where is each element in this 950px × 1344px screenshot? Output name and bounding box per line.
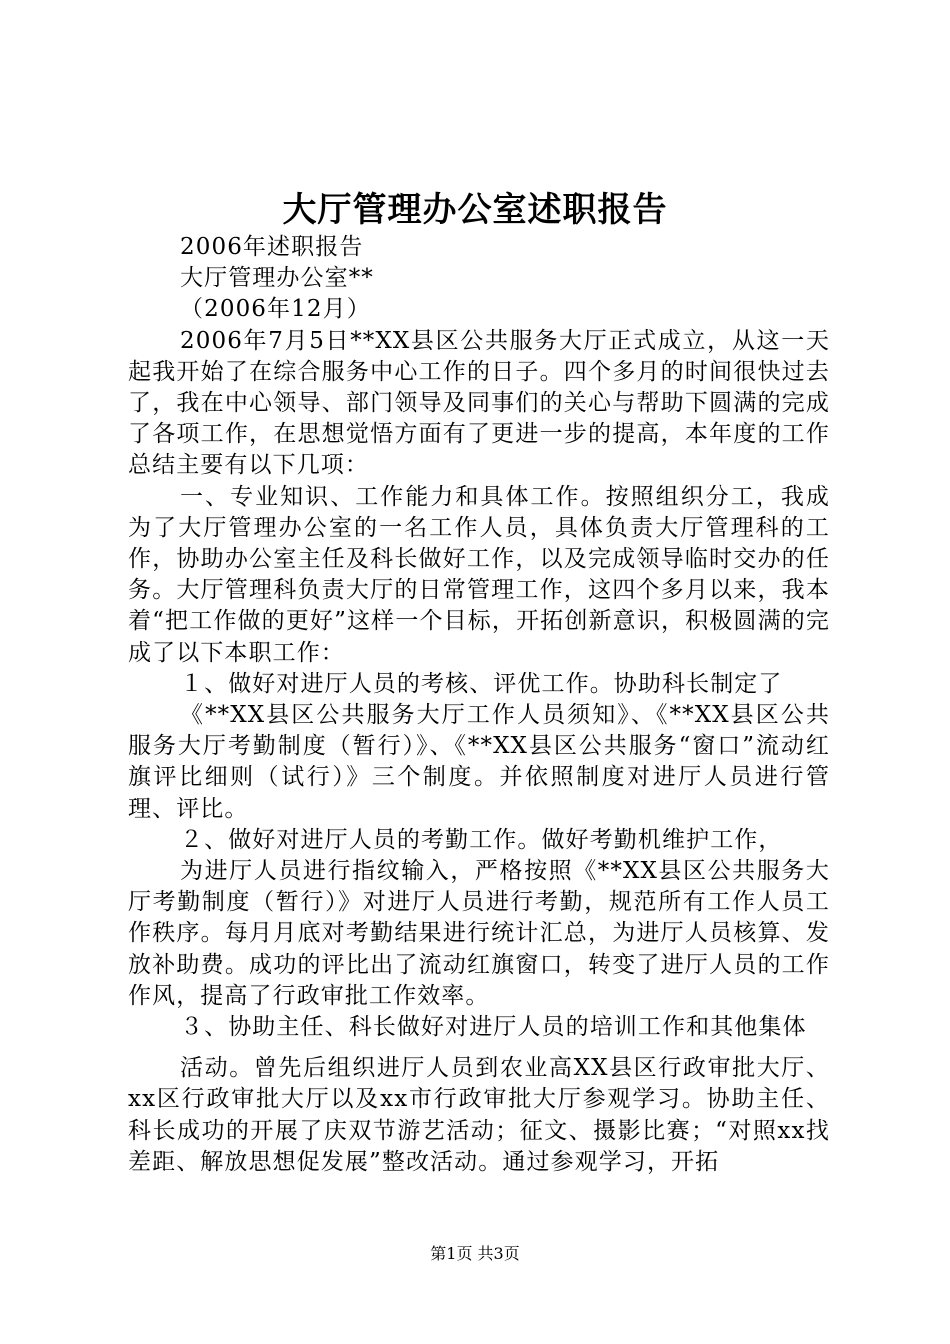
paragraph-section-1: 一、专业知识、工作能力和具体工作。按照组织分工，我成为了大厅管理办公室的一名工作人员，具体负责大厅管理科的工作，协助办公室主任及科长做好工作，以及完成领导临时交办的任务。大厅管理科负责大厅的日常管理工作，这四个多月以来，我本着“把工作做的更好”这样一个目标，开拓创新意识，积极圆满的完成了以下本职工作： [128,483,830,666]
paragraph-item-3-body: 活动。曾先后组织进厅人员到农业高XX县区行政审批大厅、xx区行政审批大厅以及xx市行政审批大厅参观学习。协助主任、科长成功的开展了庆双节游艺活动；征文、摄影比赛；“对照xx找差距、解放思想促发展”整改活动。通过参观学习，开拓 [128,1055,830,1175]
report-author: 大厅管理办公室** [180,265,374,292]
paragraph-item-2-body: 为进厅人员进行指纹输入，严格按照《**XX县区公共服务大厅考勤制度（暂行）》对进厅人员进行考勤，规范所有工作人员工作秩序。每月月底对考勤结果进行统计汇总，为进厅人员核算、发放补助费。成功的评比出了流动红旗窗口，转变了进厅人员的工作作风，提高了行政审批工作效率。 [128,858,830,1009]
paragraph-item-1-heading: １、做好对进厅人员的考核、评优工作。协助科长制定了 [180,670,783,697]
document-body [128,232,830,1178]
paragraph-item-3-heading: ３、协助主任、科长做好对进厅人员的培训工作和其他集体 [180,1014,807,1041]
paragraph-item-1-body: 《**XX县区公共服务大厅工作人员须知》、《**XX县区公共服务大厅考勤制度（暂行）》、《**XX县区公共服务“窗口”流动红旗评比细则（试行）》三个制度。并依照制度对进厅人员进行管理、评比。 [128,702,830,822]
paragraph-intro: 2006年7月5日**XX县区公共服务大厅正式成立，从这一天起我开始了在综合服务中心工作的日子。四个多月的时间很快过去了，我在中心领导、部门领导及同事们的关心与帮助下圆满的完成了各项工作，在思想觉悟方面有了更进一步的提高，本年度的工作总结主要有以下几项： [128,327,830,479]
page-title: 大厅管理办公室述职报告 [282,190,668,230]
page-number-footer: 第1页 共3页 [430,1244,520,1263]
report-subtitle: 2006年述职报告 [180,234,364,260]
report-date: （2006年12月） [180,296,371,323]
paragraph-item-2-heading: ２、做好对进厅人员的考勤工作。做好考勤机维护工作， [180,826,783,853]
